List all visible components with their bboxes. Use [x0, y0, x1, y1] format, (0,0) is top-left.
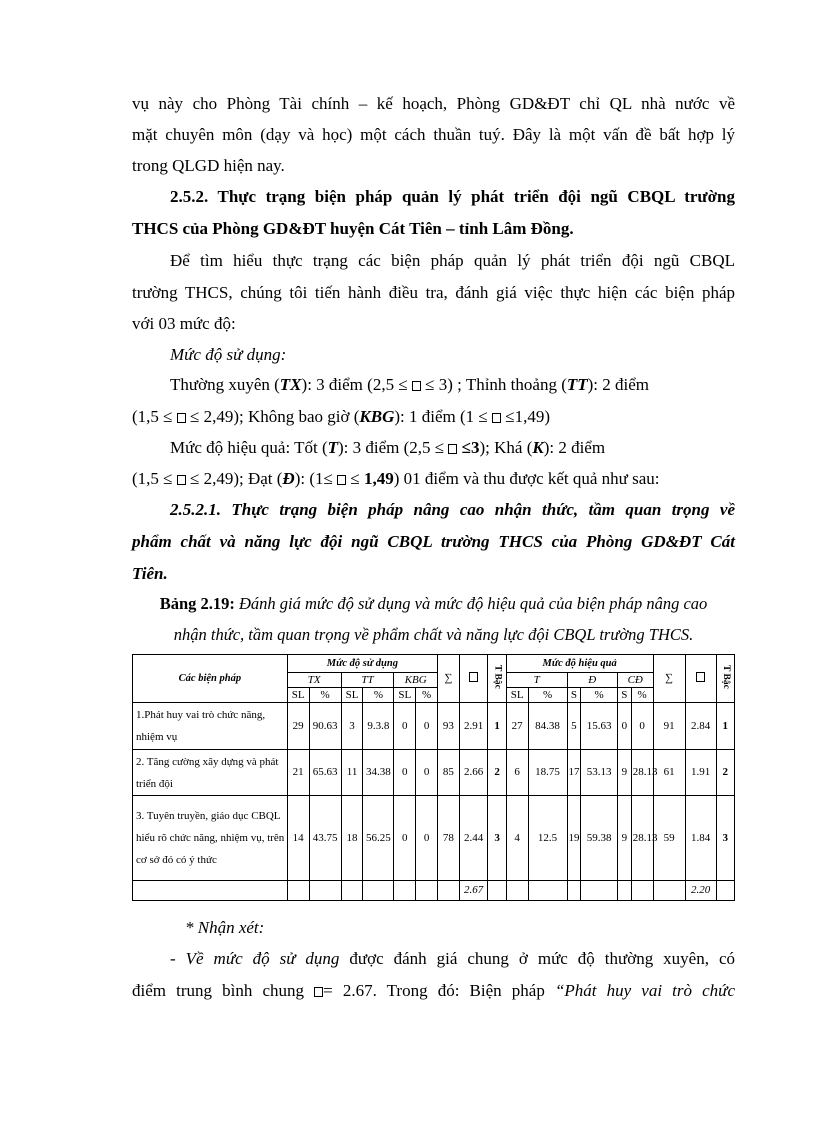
survey-line-2: trường THCS, chúng tôi tiến hành điều tra, đánh giá việc thực hiện các biện pháp — [132, 283, 735, 302]
effect-cell: 19 — [567, 796, 581, 881]
effect-sum: 59 — [653, 796, 685, 881]
col-tx: TX — [287, 673, 341, 688]
table-row — [133, 796, 735, 881]
usage-cell: 0 — [416, 750, 438, 796]
usage-cell: 11 — [341, 750, 363, 796]
usage-sum: 78 — [438, 796, 460, 881]
measure-name: 3. Tuyên truyền, giáo dục CBQL hiểu rõ chức năng, nhiệm vụ, trên cơ sở đó có ý thức — [133, 796, 288, 881]
survey-line-1: Để tìm hiểu thực trạng các biện pháp quản lý phát triển đội ngũ CBQL — [170, 251, 735, 270]
effect-cell: 6 — [506, 750, 528, 796]
effect-cell: 0 — [617, 703, 631, 750]
effect-mean: 1.91 — [685, 750, 716, 796]
measure-name: 1.Phát huy vai trò chức năng, nhiệm vụ — [133, 703, 288, 750]
usage-cell: 56.25 — [363, 796, 394, 881]
usage-cell: 0 — [416, 703, 438, 750]
usage-mean: 2.66 — [459, 750, 488, 796]
header-mean-effect — [685, 655, 716, 703]
sub-pct: % — [631, 688, 653, 703]
effect-line-1: Mức độ hiệu quả: Tốt (T): 3 điểm (2,5 ≤ ≤3); Khá (K): 2 điểm — [170, 438, 606, 457]
usage-rank: 2 — [488, 750, 506, 796]
usage-cell: 21 — [287, 750, 309, 796]
col-kbg: KBG — [394, 673, 438, 688]
effect-line-2: (1,5 ≤ ≤ 2,49); Đạt (Đ): (1≤ ≤ 1,49) 01 điểm và thu được kết quả như sau: — [132, 469, 660, 488]
usage-cell: 43.75 — [309, 796, 341, 881]
evaluation-table — [132, 654, 735, 901]
sub-sl: SL — [341, 688, 363, 703]
table-caption-line-1: Bảng 2.19: Đánh giá mức độ sử dụng và mức độ hiệu quả của biện pháp nâng cao — [159, 594, 708, 613]
usage-cell: 65.63 — [309, 750, 341, 796]
effect-rank: 2 — [716, 750, 734, 796]
effect-cell: 0 — [631, 703, 653, 750]
usage-cell: 18 — [341, 796, 363, 881]
header-mean-usage — [459, 655, 488, 703]
col-d: Đ — [567, 673, 617, 688]
comment-line-2: điểm trung bình chung = 2.67. Trong đó: Biện pháp “Phát huy vai trò chức — [132, 981, 736, 1000]
usage-mean: 2.44 — [459, 796, 488, 881]
sub-s: S — [617, 688, 631, 703]
sub-sl: SL — [506, 688, 528, 703]
usage-rank: 3 — [488, 796, 506, 881]
sub-sl: SL — [287, 688, 309, 703]
effect-sum: 61 — [653, 750, 685, 796]
comment-label: * Nhận xét: — [185, 918, 265, 937]
header-rank-effect: T Bậc — [716, 655, 734, 703]
effect-cell: 28.13 — [631, 796, 653, 881]
header-measure: Các biện pháp — [133, 655, 288, 703]
sub-pct: % — [416, 688, 438, 703]
intro-line-2: mặt chuyên môn (dạy và học) một cách thuần tuý. Đây là một vấn đề bất hợp lý — [132, 125, 735, 144]
header-usage: Mức độ sử dụng — [287, 655, 437, 673]
effect-rank: 3 — [716, 796, 734, 881]
usage-cell: 34.38 — [363, 750, 394, 796]
usage-sum: 93 — [438, 703, 460, 750]
usage-cell: 0 — [394, 750, 416, 796]
col-cd: CĐ — [617, 673, 653, 688]
total-row-label — [133, 881, 288, 901]
effect-cell: 5 — [567, 703, 581, 750]
header-rank-usage: T Bậc — [488, 655, 506, 703]
total-effect-mean: 2.20 — [685, 881, 716, 901]
usage-cell: 9.3.8 — [363, 703, 394, 750]
sub-sl: SL — [394, 688, 416, 703]
heading-2-5-2-1-line-3: Tiên. — [132, 564, 168, 583]
effect-mean: 1.84 — [685, 796, 716, 881]
header-effect: Mức độ hiệu quả — [506, 655, 653, 673]
measure-name: 2. Tăng cường xây dựng và phát triển đội — [133, 750, 288, 796]
effect-cell: 59.38 — [581, 796, 618, 881]
effect-cell: 27 — [506, 703, 528, 750]
usage-cell: 90.63 — [309, 703, 341, 750]
heading-2-5-2-line-2: THCS của Phòng GD&ĐT huyện Cát Tiên – tỉnh Lâm Đồng. — [132, 219, 574, 238]
usage-cell: 3 — [341, 703, 363, 750]
sub-pct: % — [581, 688, 618, 703]
effect-cell: 15.63 — [581, 703, 618, 750]
usage-mean: 2.91 — [459, 703, 488, 750]
effect-mean: 2.84 — [685, 703, 716, 750]
heading-2-5-2-line-1: 2.5.2. Thực trạng biện pháp quản lý phát triển đội ngũ CBQL trường — [170, 187, 735, 206]
mean-symbol-icon — [492, 413, 501, 423]
comment-line-1: - Về mức độ sử dụng được đánh giá chung ở mức độ thường xuyên, có — [170, 949, 735, 968]
effect-cell: 9 — [617, 796, 631, 881]
heading-2-5-2-1-line-2: phẩm chất và năng lực đội ngũ CBQL trường THCS của Phòng GD&ĐT Cát — [132, 532, 735, 551]
effect-rank: 1 — [716, 703, 734, 750]
usage-cell: 29 — [287, 703, 309, 750]
usage-line-1: Thường xuyên (TX): 3 điểm (2,5 ≤ ≤ 3) ; Thỉnh thoảng (TT): 2 điểm — [170, 375, 650, 394]
col-tt: TT — [341, 673, 394, 688]
usage-sum: 85 — [438, 750, 460, 796]
effect-cell: 28.13 — [631, 750, 653, 796]
col-t: T — [506, 673, 567, 688]
mean-symbol-icon — [177, 475, 186, 485]
total-usage-mean: 2.67 — [459, 881, 488, 901]
table-row — [133, 703, 735, 750]
usage-cell: 0 — [416, 796, 438, 881]
header-sum-effect: ∑ — [653, 655, 685, 703]
sub-s: S — [567, 688, 581, 703]
effect-sum: 91 — [653, 703, 685, 750]
heading-2-5-2-1-line-1: 2.5.2.1. Thực trạng biện pháp nâng cao nhận thức, tầm quan trọng về — [170, 500, 735, 519]
mean-symbol-icon — [469, 672, 478, 682]
usage-line-2: (1,5 ≤ ≤ 2,49); Không bao giờ (KBG): 1 điểm (1 ≤ ≤1,49) — [132, 407, 551, 426]
usage-rank: 1 — [488, 703, 506, 750]
effect-cell: 17 — [567, 750, 581, 796]
mean-symbol-icon — [696, 672, 705, 682]
effect-cell: 53.13 — [581, 750, 618, 796]
table-row — [133, 750, 735, 796]
header-sum-usage: ∑ — [438, 655, 460, 703]
usage-cell: 14 — [287, 796, 309, 881]
effect-cell: 4 — [506, 796, 528, 881]
effect-cell: 84.38 — [528, 703, 567, 750]
effect-cell: 18.75 — [528, 750, 567, 796]
usage-label: Mức độ sử dụng: — [170, 345, 287, 364]
usage-cell: 0 — [394, 703, 416, 750]
mean-symbol-icon — [412, 381, 421, 391]
sub-pct: % — [363, 688, 394, 703]
sub-pct: % — [528, 688, 567, 703]
mean-symbol-icon — [314, 987, 323, 997]
intro-line-1: vụ này cho Phòng Tài chính – kế hoạch, Phòng GD&ĐT chỉ QL nhà nước về — [132, 94, 735, 113]
intro-line-3: trong QLGD hiện nay. — [132, 156, 285, 175]
effect-cell: 12.5 — [528, 796, 567, 881]
mean-symbol-icon — [337, 475, 346, 485]
survey-line-3: với 03 mức độ: — [132, 314, 236, 333]
sub-pct: % — [309, 688, 341, 703]
effect-cell: 9 — [617, 750, 631, 796]
table-caption-line-2: nhận thức, tầm quan trọng về phẩm chất và năng lực đội CBQL trường THCS. — [173, 625, 694, 644]
usage-cell: 0 — [394, 796, 416, 881]
mean-symbol-icon — [177, 413, 186, 423]
